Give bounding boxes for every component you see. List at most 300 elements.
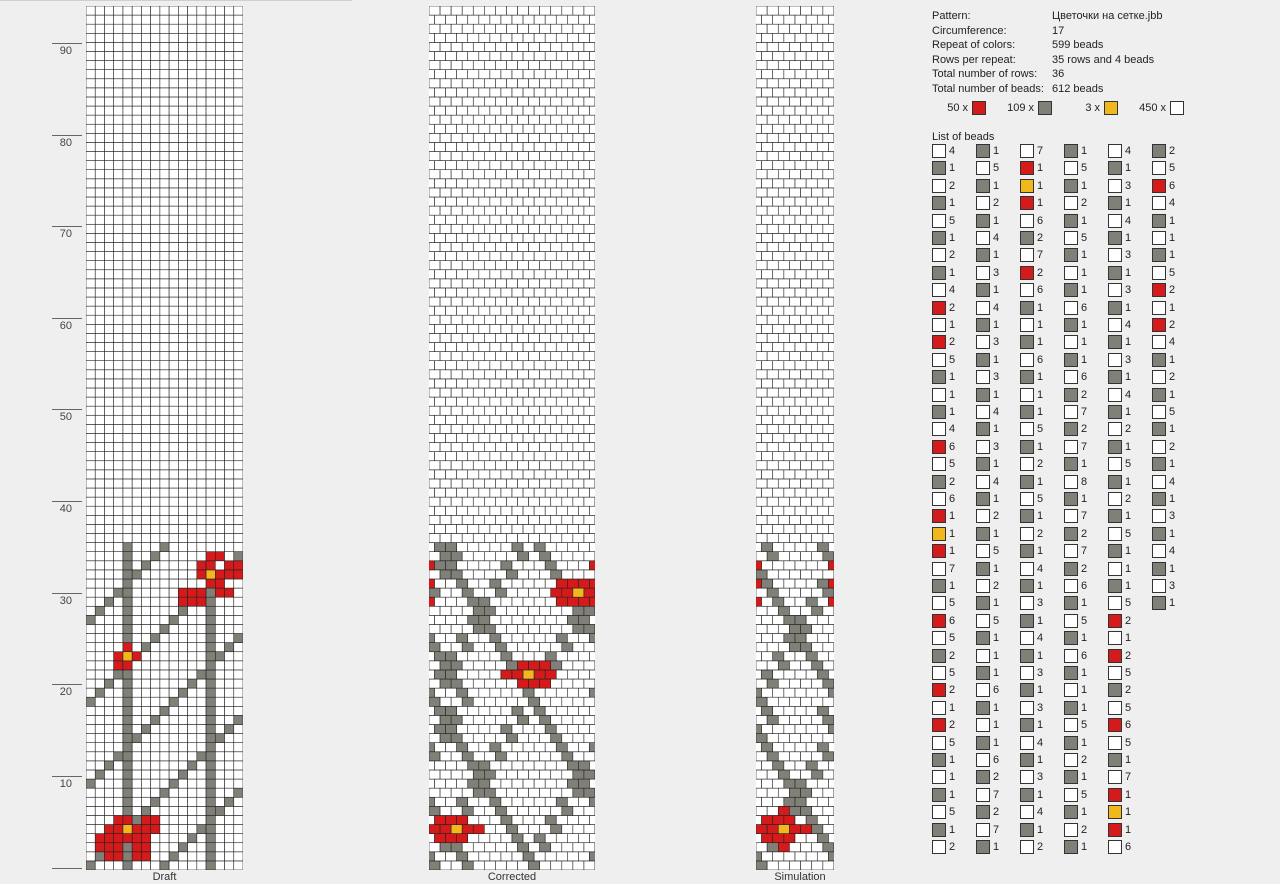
bead-list-item[interactable] xyxy=(976,144,999,158)
bead-list-item[interactable] xyxy=(1152,301,1175,315)
bead-list-item[interactable] xyxy=(1064,718,1087,732)
corrected-bead xyxy=(529,752,540,761)
bead-list-item[interactable] xyxy=(932,475,955,489)
draft-bead xyxy=(215,852,224,861)
gray-bead-swatch xyxy=(1152,214,1166,228)
white-bead-swatch xyxy=(976,440,990,454)
bead-list-item[interactable] xyxy=(1020,370,1043,384)
corrected-bead xyxy=(473,679,484,688)
bead-list-item[interactable] xyxy=(1108,353,1131,367)
bead-list-item[interactable] xyxy=(976,823,999,837)
simulation-bead xyxy=(778,861,789,870)
bead-list-item[interactable] xyxy=(976,405,999,419)
bead-list-item[interactable] xyxy=(976,544,999,558)
bead-list-item[interactable] xyxy=(1020,823,1043,837)
bead-list-item[interactable] xyxy=(1064,335,1087,349)
bead-list-item[interactable] xyxy=(1152,370,1175,384)
bead-list-item[interactable] xyxy=(932,492,955,506)
draft-bead xyxy=(178,397,187,406)
bead-list-item[interactable] xyxy=(932,823,955,837)
bead-list-item[interactable] xyxy=(976,214,999,228)
bead-list-item[interactable] xyxy=(1020,179,1043,193)
bead-list-item[interactable] xyxy=(1064,266,1087,280)
bead-list-item[interactable] xyxy=(1064,509,1087,523)
bead-list-item[interactable] xyxy=(1108,736,1131,750)
bead-list-item[interactable] xyxy=(1020,736,1043,750)
bead-list-item[interactable] xyxy=(1064,666,1087,680)
draft-bead xyxy=(160,470,169,479)
gray-bead-swatch xyxy=(1020,544,1034,558)
bead-list-item[interactable] xyxy=(976,718,999,732)
bead-list-item[interactable] xyxy=(1152,266,1175,280)
bead-list-item[interactable] xyxy=(932,683,955,697)
bead-list-item[interactable] xyxy=(1108,422,1131,436)
bead-list-item[interactable] xyxy=(976,788,999,802)
simulation-bead xyxy=(767,843,778,852)
bead-list-item[interactable] xyxy=(1064,701,1087,715)
bead-list-item[interactable] xyxy=(1064,649,1087,663)
bead-list-item[interactable] xyxy=(1108,649,1131,663)
bead-list-item[interactable] xyxy=(1020,649,1043,663)
bead-list-item[interactable] xyxy=(1064,301,1087,315)
bead-list-item[interactable] xyxy=(1108,701,1131,715)
bead-list-item[interactable] xyxy=(1108,161,1131,175)
draft-bead xyxy=(225,415,234,424)
bead-list-item[interactable] xyxy=(976,631,999,645)
draft-bead xyxy=(95,361,104,370)
bead-list-item[interactable] xyxy=(1108,196,1131,210)
draft-bead xyxy=(104,634,113,643)
draft-bead xyxy=(86,479,95,488)
bead-list-item[interactable] xyxy=(1020,701,1043,715)
bead-list-item[interactable] xyxy=(1020,579,1043,593)
bead-list-item[interactable] xyxy=(932,457,955,471)
bead-list-item[interactable] xyxy=(932,631,955,645)
bead-list-item[interactable] xyxy=(932,753,955,767)
bead-list-item[interactable] xyxy=(1108,544,1131,558)
bead-list-item[interactable] xyxy=(976,736,999,750)
bead-list-item[interactable] xyxy=(1152,440,1175,454)
bead-list-item[interactable] xyxy=(932,805,955,819)
bead-list-item[interactable] xyxy=(932,266,955,280)
bead-list-item[interactable] xyxy=(932,335,955,349)
bead-list-item[interactable] xyxy=(1152,579,1175,593)
corrected-bead xyxy=(584,497,595,506)
bead-list-item[interactable] xyxy=(1064,161,1087,175)
bead-list-item[interactable] xyxy=(976,492,999,506)
bead-list-item[interactable] xyxy=(1152,283,1175,297)
bead-list-item[interactable] xyxy=(1108,683,1131,697)
bead-list-item[interactable] xyxy=(1020,440,1043,454)
corrected-bead xyxy=(479,324,490,333)
bead-list-item[interactable] xyxy=(1152,353,1175,367)
bead-list-item[interactable] xyxy=(1064,179,1087,193)
simulation-bead xyxy=(784,761,795,770)
corrected-bead xyxy=(473,297,484,306)
bead-list-item[interactable] xyxy=(976,666,999,680)
bead-list-item[interactable] xyxy=(1152,214,1175,228)
bead-list-item[interactable] xyxy=(1020,805,1043,819)
draft-grid[interactable] xyxy=(86,6,243,870)
bead-list-item[interactable] xyxy=(1064,318,1087,332)
bead-list-item[interactable] xyxy=(1020,405,1043,419)
bead-list-item[interactable] xyxy=(1064,527,1087,541)
bead-list-item[interactable] xyxy=(976,509,999,523)
bead-list-item[interactable] xyxy=(1152,248,1175,262)
corrected-grid[interactable] xyxy=(429,6,595,870)
draft-bead xyxy=(95,688,104,697)
bead-list-item[interactable] xyxy=(1064,805,1087,819)
draft-bead xyxy=(225,206,234,215)
bead-list-item[interactable] xyxy=(976,283,999,297)
corrected-bead xyxy=(540,242,551,251)
bead-list-item[interactable] xyxy=(932,614,955,628)
bead-list-item[interactable] xyxy=(1020,388,1043,402)
bead-list-item[interactable] xyxy=(1108,301,1131,315)
bead-list-item[interactable] xyxy=(932,579,955,593)
draft-bead xyxy=(95,743,104,752)
bead-list-item[interactable] xyxy=(1020,161,1043,175)
bead-list-item[interactable] xyxy=(1152,562,1175,576)
draft-bead xyxy=(215,452,224,461)
bead-list-item[interactable] xyxy=(1152,509,1175,523)
corrected-bead xyxy=(556,670,567,679)
bead-list-item[interactable] xyxy=(1064,736,1087,750)
draft-bead xyxy=(178,288,187,297)
bead-list-item[interactable] xyxy=(1108,457,1131,471)
bead-list-item[interactable] xyxy=(1108,492,1131,506)
simulation-bead xyxy=(812,424,823,433)
bead-list-item[interactable] xyxy=(932,527,955,541)
bead-list-item[interactable] xyxy=(932,179,955,193)
bead-list-item[interactable] xyxy=(976,179,999,193)
bead-list-item[interactable] xyxy=(976,370,999,384)
bead-list-item[interactable] xyxy=(976,579,999,593)
bead-list-item[interactable] xyxy=(1064,214,1087,228)
bead-list-item[interactable] xyxy=(1064,422,1087,436)
bead-list-item[interactable] xyxy=(1020,457,1043,471)
bead-list-item[interactable] xyxy=(1020,840,1043,854)
bead-list-item[interactable] xyxy=(1108,248,1131,262)
bead-list-item[interactable] xyxy=(932,231,955,245)
bead-list-item[interactable] xyxy=(1064,440,1087,454)
bead-list-item[interactable] xyxy=(1020,770,1043,784)
bead-list-item[interactable] xyxy=(1064,562,1087,576)
bead-count: 1 xyxy=(1081,179,1088,192)
bead-list-item[interactable] xyxy=(1108,370,1131,384)
bead-list-item[interactable] xyxy=(976,770,999,784)
bead-list-item[interactable] xyxy=(932,318,955,332)
bead-list-item[interactable] xyxy=(1020,475,1043,489)
simulation-bead xyxy=(823,424,834,433)
bead-list-item[interactable] xyxy=(1020,527,1043,541)
bead-list-item[interactable] xyxy=(1152,335,1175,349)
bead-list-item[interactable] xyxy=(1020,544,1043,558)
bead-list-item[interactable] xyxy=(1020,788,1043,802)
bead-list-item[interactable] xyxy=(1152,527,1175,541)
bead-list-item[interactable] xyxy=(976,422,999,436)
bead-list-item[interactable] xyxy=(1108,718,1131,732)
bead-list-item[interactable] xyxy=(1020,266,1043,280)
bead-list-item[interactable] xyxy=(1152,231,1175,245)
bead-list-item[interactable] xyxy=(1152,161,1175,175)
bead-list-item[interactable] xyxy=(1152,492,1175,506)
bead-list-item[interactable] xyxy=(1020,683,1043,697)
bead-list-item[interactable] xyxy=(1064,283,1087,297)
simulation-bead xyxy=(778,224,789,233)
bead-list-item[interactable] xyxy=(1020,318,1043,332)
bead-list-item[interactable] xyxy=(1108,579,1131,593)
draft-bead xyxy=(151,88,160,97)
bead-list-item[interactable] xyxy=(1020,422,1043,436)
bead-list-item[interactable] xyxy=(976,440,999,454)
bead-list-item[interactable] xyxy=(932,283,955,297)
bead-list-item[interactable] xyxy=(932,353,955,367)
bead-list-item[interactable] xyxy=(1064,596,1087,610)
bead-list-item[interactable] xyxy=(1152,457,1175,471)
bead-list-item[interactable] xyxy=(1152,144,1175,158)
bead-list-item[interactable] xyxy=(976,527,999,541)
bead-list-item[interactable] xyxy=(1020,614,1043,628)
bead-list-item[interactable] xyxy=(1108,214,1131,228)
bead-list-item[interactable] xyxy=(976,353,999,367)
bead-list-item[interactable] xyxy=(1108,440,1131,454)
bead-list-item[interactable] xyxy=(1064,248,1087,262)
bead-list-item[interactable] xyxy=(932,770,955,784)
corrected-bead xyxy=(506,606,517,615)
bead-list-item[interactable] xyxy=(932,840,955,854)
draft-bead xyxy=(234,624,243,633)
bead-list-item[interactable] xyxy=(976,753,999,767)
draft-bead xyxy=(114,415,123,424)
simulation-bead xyxy=(823,606,834,615)
bead-list-item[interactable] xyxy=(1064,144,1087,158)
bead-list-item[interactable] xyxy=(932,562,955,576)
bead-list-item[interactable] xyxy=(932,144,955,158)
bead-list-item[interactable] xyxy=(1108,405,1131,419)
bead-list-item[interactable] xyxy=(1152,179,1175,193)
bead-list-item[interactable] xyxy=(1108,475,1131,489)
bead-list-item[interactable] xyxy=(1108,144,1131,158)
bead-list-item[interactable] xyxy=(1064,544,1087,558)
bead-list-item[interactable] xyxy=(1020,492,1043,506)
draft-bead xyxy=(104,51,113,60)
bead-list-item[interactable] xyxy=(1108,266,1131,280)
bead-list-item[interactable] xyxy=(1108,596,1131,610)
corrected-bead xyxy=(440,861,451,870)
bead-list-item[interactable] xyxy=(932,788,955,802)
simulation-bead xyxy=(762,15,773,24)
bead-list-item[interactable] xyxy=(1064,405,1087,419)
bead-list-item[interactable] xyxy=(976,457,999,471)
bead-list-item[interactable] xyxy=(1108,509,1131,523)
draft-bead xyxy=(141,152,150,161)
draft-bead xyxy=(114,388,123,397)
bead-list-item[interactable] xyxy=(1020,283,1043,297)
bead-list-item[interactable] xyxy=(1064,492,1087,506)
bead-list-item[interactable] xyxy=(1020,596,1043,610)
corrected-bead xyxy=(429,843,440,852)
bead-list-item[interactable] xyxy=(1020,353,1043,367)
draft-bead xyxy=(132,97,141,106)
bead-list-item[interactable] xyxy=(1064,579,1087,593)
bead-list-item[interactable] xyxy=(1020,631,1043,645)
bead-list-item[interactable] xyxy=(976,266,999,280)
bead-list-item[interactable] xyxy=(1064,631,1087,645)
bead-list-item[interactable] xyxy=(932,736,955,750)
corrected-bead xyxy=(457,470,468,479)
bead-list-item[interactable] xyxy=(976,649,999,663)
bead-list-item[interactable] xyxy=(1020,231,1043,245)
bead-list-item[interactable] xyxy=(1108,283,1131,297)
bead-list-item[interactable] xyxy=(1152,596,1175,610)
bead-list-item[interactable] xyxy=(1108,770,1131,784)
bead-list-item[interactable] xyxy=(1108,179,1131,193)
bead-list-item[interactable] xyxy=(1020,214,1043,228)
bead-list-item[interactable] xyxy=(1020,562,1043,576)
draft-bead xyxy=(151,761,160,770)
bead-count: 5 xyxy=(949,214,956,227)
bead-list-item[interactable] xyxy=(976,805,999,819)
bead-list-item[interactable] xyxy=(1152,318,1175,332)
corrected-bead xyxy=(440,825,451,834)
bead-list-item[interactable] xyxy=(1108,614,1131,628)
corrected-bead xyxy=(518,770,529,779)
bead-list-item[interactable] xyxy=(1152,388,1175,402)
bead-list-item[interactable] xyxy=(1152,196,1175,210)
bead-list-item[interactable] xyxy=(1064,840,1087,854)
bead-list-item[interactable] xyxy=(976,335,999,349)
bead-list-item[interactable] xyxy=(976,701,999,715)
bead-list-item[interactable] xyxy=(1108,840,1131,854)
bead-list-item[interactable] xyxy=(1108,666,1131,680)
bead-list-item[interactable] xyxy=(1064,614,1087,628)
bead-list-item[interactable] xyxy=(976,840,999,854)
bead-list-item[interactable] xyxy=(976,318,999,332)
bead-count: 4 xyxy=(1037,806,1044,819)
bead-list-item[interactable] xyxy=(1108,318,1131,332)
bead-list-item[interactable] xyxy=(1064,788,1087,802)
legend-item-gray[interactable] xyxy=(994,101,1052,115)
bead-list-item[interactable] xyxy=(976,196,999,210)
bead-list-item[interactable] xyxy=(1108,788,1131,802)
bead-list-item[interactable] xyxy=(1108,335,1131,349)
bead-list-item[interactable] xyxy=(932,666,955,680)
corrected-bead xyxy=(435,415,446,424)
bead-list-item[interactable] xyxy=(1020,666,1043,680)
bead-list-item[interactable] xyxy=(1064,370,1087,384)
bead-list-item[interactable] xyxy=(1020,335,1043,349)
bead-list-item[interactable] xyxy=(932,701,955,715)
bead-list-item[interactable] xyxy=(1020,196,1043,210)
bead-list-item[interactable] xyxy=(1020,753,1043,767)
bead-list-item[interactable] xyxy=(932,440,955,454)
bead-list-item[interactable] xyxy=(932,596,955,610)
bead-list-item[interactable] xyxy=(1064,196,1087,210)
bead-list-item[interactable] xyxy=(976,683,999,697)
bead-list-item[interactable] xyxy=(976,596,999,610)
bead-list-item[interactable] xyxy=(1020,248,1043,262)
bead-list-item[interactable] xyxy=(1064,353,1087,367)
bead-list-item[interactable] xyxy=(1020,509,1043,523)
bead-list-item[interactable] xyxy=(976,301,999,315)
bead-list-item[interactable] xyxy=(1108,823,1131,837)
simulation-bead xyxy=(767,570,778,579)
bead-list-item[interactable] xyxy=(1108,631,1131,645)
simulation-bead xyxy=(817,161,828,170)
bead-list-item[interactable] xyxy=(1152,422,1175,436)
bead-list-item[interactable] xyxy=(1064,457,1087,471)
bead-list-item[interactable] xyxy=(1152,405,1175,419)
bead-list-item[interactable] xyxy=(1108,562,1131,576)
bead-list-item[interactable] xyxy=(1108,388,1131,402)
bead-list-item[interactable] xyxy=(1020,144,1043,158)
bead-list-item[interactable] xyxy=(1064,753,1087,767)
bead-list-item[interactable] xyxy=(976,231,999,245)
bead-list-item[interactable] xyxy=(1108,231,1131,245)
bead-list-item[interactable] xyxy=(932,196,955,210)
bead-list-item[interactable] xyxy=(932,649,955,663)
corrected-bead xyxy=(484,406,495,415)
draft-bead xyxy=(188,679,197,688)
bead-list-item[interactable] xyxy=(1064,823,1087,837)
bead-list-item[interactable] xyxy=(976,562,999,576)
legend-item-yellow[interactable] xyxy=(1060,101,1118,115)
bead-list-item[interactable] xyxy=(932,161,955,175)
gray-bead-swatch xyxy=(1020,335,1034,349)
simulation-bead xyxy=(756,652,762,661)
legend-item-red[interactable] xyxy=(932,101,986,115)
bead-list-item[interactable] xyxy=(1064,388,1087,402)
bead-list-item[interactable] xyxy=(976,161,999,175)
bead-list-item[interactable] xyxy=(1064,770,1087,784)
simulation-bead xyxy=(756,242,767,251)
bead-list-item[interactable] xyxy=(932,509,955,523)
bead-list-item[interactable] xyxy=(932,422,955,436)
draft-bead xyxy=(160,142,169,151)
bead-list-item[interactable] xyxy=(1152,544,1175,558)
bead-list-item[interactable] xyxy=(932,370,955,384)
bead-list-item[interactable] xyxy=(1064,231,1087,245)
bead-list-item[interactable] xyxy=(1020,301,1043,315)
bead-list-item[interactable] xyxy=(1152,475,1175,489)
legend-item-white[interactable] xyxy=(1126,101,1184,115)
bead-list-item[interactable] xyxy=(1108,527,1131,541)
bead-list-item[interactable] xyxy=(1020,718,1043,732)
bead-list-item[interactable] xyxy=(976,248,999,262)
bead-list-item[interactable] xyxy=(932,544,955,558)
bead-list-item[interactable] xyxy=(1064,475,1087,489)
bead-list-item[interactable] xyxy=(1064,683,1087,697)
bead-list-item[interactable] xyxy=(932,405,955,419)
bead-list-item[interactable] xyxy=(1108,805,1131,819)
bead-list-item[interactable] xyxy=(932,388,955,402)
draft-bead xyxy=(188,761,197,770)
bead-list-item[interactable] xyxy=(976,475,999,489)
bead-list-item[interactable] xyxy=(932,301,955,315)
bead-list-item[interactable] xyxy=(1108,753,1131,767)
bead-list-item[interactable] xyxy=(932,718,955,732)
draft-bead xyxy=(151,361,160,370)
bead-list-item[interactable] xyxy=(932,214,955,228)
simulation-bead xyxy=(784,215,795,224)
bead-list-item[interactable] xyxy=(976,388,999,402)
simulation-bead xyxy=(773,615,784,624)
bead-list-item[interactable] xyxy=(976,614,999,628)
simulation-grid[interactable] xyxy=(756,6,834,870)
bead-list-item[interactable] xyxy=(932,248,955,262)
draft-bead xyxy=(123,825,132,834)
